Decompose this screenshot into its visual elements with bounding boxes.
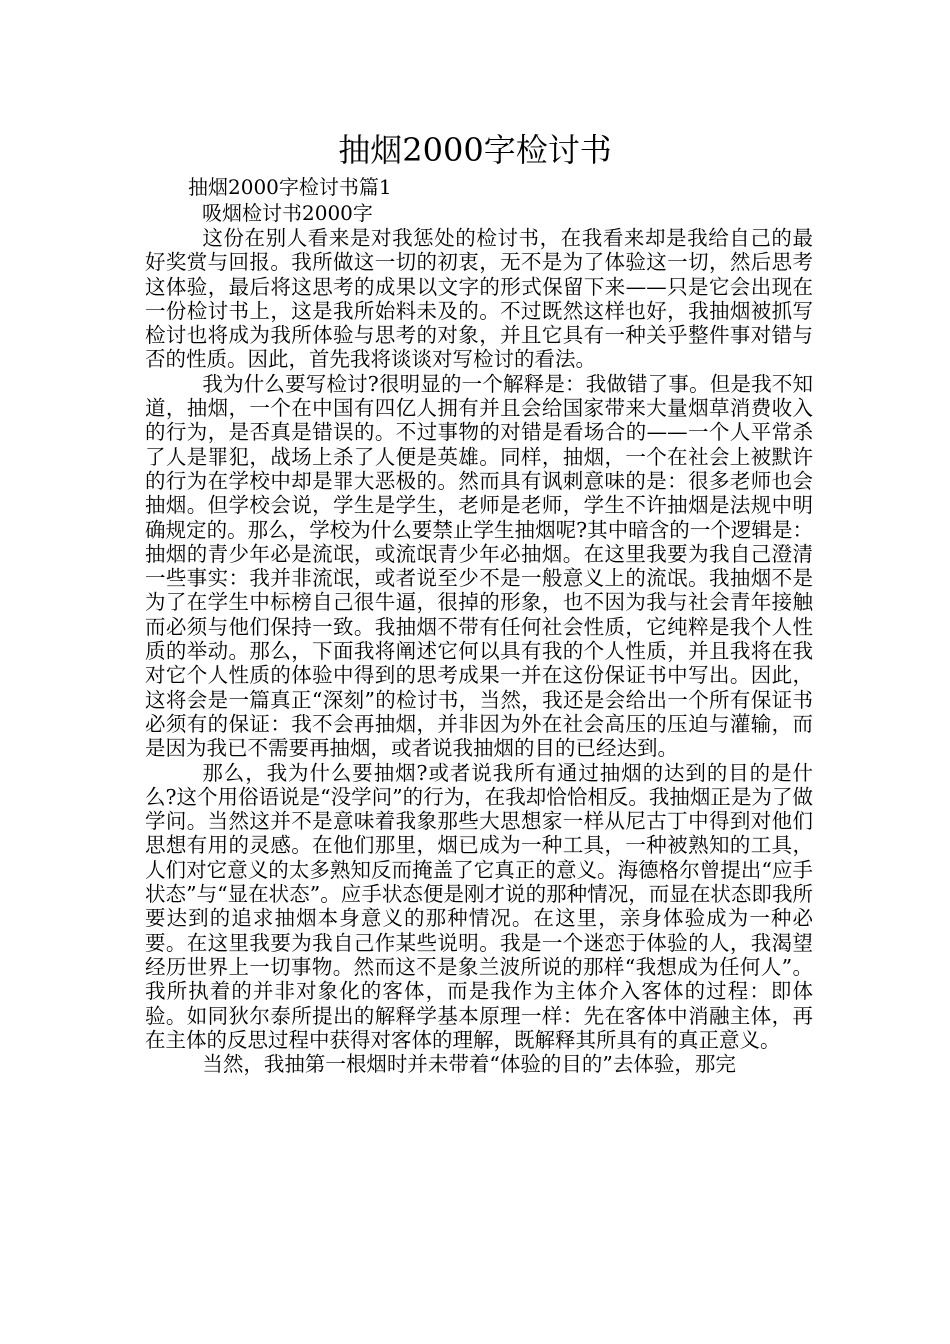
body-text bbox=[145, 226, 813, 1076]
document-title: 抽烟2000字检讨书 bbox=[338, 131, 612, 169]
paragraph-4: 当然，我抽第一根烟时并未带着“体验的目的”去体验，那完 bbox=[202, 1052, 736, 1077]
document-subtitle: 抽烟2000字检讨书篇1 bbox=[188, 175, 392, 199]
paragraph-3: 那么，我为什么要抽烟?或者说我所有通过抽烟的达到的目的是什么?这个用俗语说是“没学问”的行为，在我却恰恰相反。我抽烟正是为了做学问。当然这并不是意味着我象那些大思想家一样从尼古丁中得到对他们思想有用的灵感。在他们那里，烟已成为一种工具，一种被熟知的工具，人们对它意义的太多熟知反而掩盖了它真正的意义。海德格尔曾提出“应手状态”与“显在状态”。应手状态便是刚才说的那种情况，而显在状态即我所要达到的追求抽烟本身意义的那种情况。在这里，亲身体验成为一种必要。在这里我要为我自己作某些说明。我是一个迷恋于体验的人，我渴望经历世界上一切事物。然而这不是象兰波所说的那样“我想成为任何人”。我所执着的并非对象化的客体，而是我作为主体介入客体的过程：即体验。如同狄尔泰所提出的解释学基本原理一样：先在客体中消融主体，再在主体的反思过程中获得对客体的理解，既解释其所具有的真正意义。 bbox=[145, 760, 813, 1052]
paragraph-2: 我为什么要写检讨?很明显的一个解释是：我做错了事。但是我不知道，抽烟，一个在中国有四亿人拥有并且会给国家带来大量烟草消费收入的行为，是否真是错误的。不过事物的对错是看场合的——一个人平常杀了人是罪犯，战场上杀了人便是英雄。同样，抽烟，一个在社会上被默许的行为在学校中却是罪大恶极的。然而具有讽刺意味的是：很多老师也会抽烟。但学校会说，学生是学生，老师是老师，学生不许抽烟是法规中明确规定的。那么，学校为什么要禁止学生抽烟呢?其中暗含的一个逻辑是：抽烟的青少年必是流氓，或流氓青少年必抽烟。在这里我要为我自己澄清一些事实：我并非流氓，或者说至少不是一般意义上的流氓。我抽烟不是为了在学生中标榜自己很牛逼，很掉的形象，也不因为我与社会青年接触而必须与他们保持一致。我抽烟不带有任何社会性质，它纯粹是我个人性质的举动。那么，下面我将阐述它何以具有我的个人性质，并且我将在我对它个人性质的体验中得到的思考成果一并在这份保证书中写出。因此，这将会是一篇真正“深刻”的检讨书，当然，我还是会给出一个所有保证书必须有的保证：我不会再抽烟，并非因为外在社会高压的压迫与灌输，而是因为我已不需要再抽烟，或者说我抽烟的目的已经达到。 bbox=[145, 371, 813, 761]
paragraph-1: 这份在别人看来是对我惩处的检讨书，在我看来却是我给自己的最好奖赏与回报。我所做这一切的初衷，无不是为了体验这一切，然后思考这体验，最后将这思考的成果以文字的形式保留下来——只是它会出现在一份检讨书上，这是我所始料未及的。不过既然这样也好，我抽烟被抓写检讨也将成为我所体验与思考的对象，并且它具有一种关乎整件事对错与否的性质。因此，首先我将谈谈对写检讨的看法。 bbox=[145, 226, 813, 372]
section-heading: 吸烟检讨书2000字 bbox=[202, 201, 373, 225]
